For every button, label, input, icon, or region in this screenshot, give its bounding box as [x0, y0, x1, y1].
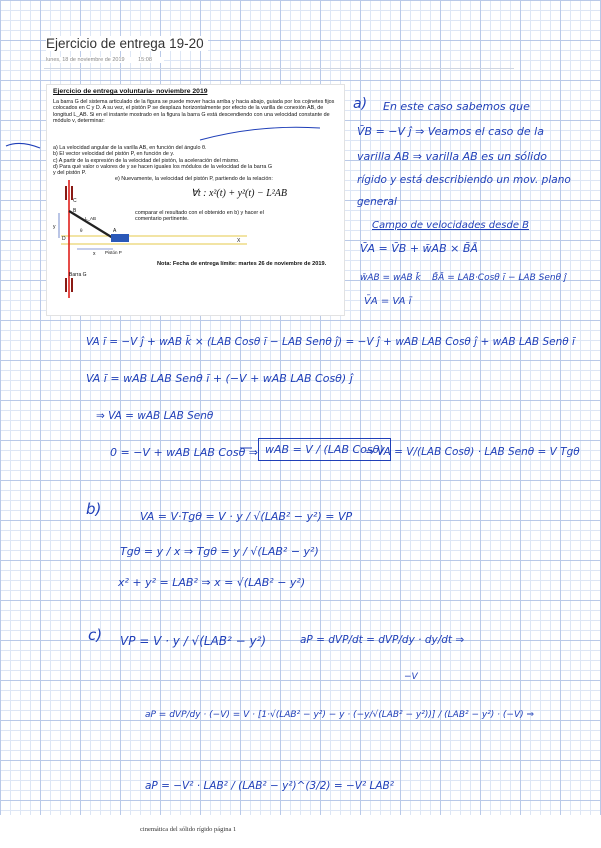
exercise-item: d) Para qué valor o valores de y se hacen iguales los módulos de la velocidad de la barra G: [53, 163, 273, 170]
note-b3: x² + y² = LAB² ⇒ x = √(LAB² − y²): [118, 576, 306, 589]
exercise-compare: comparar el resultado con el obtenido en b) y hacer el comentario pertinente.: [135, 210, 264, 223]
label-barra: Barra G: [69, 272, 87, 278]
note-ba: B̄Ā = LAB·Cosθ ī − LAB Senθ ĵ: [432, 273, 567, 283]
label-d: D: [62, 236, 66, 242]
boxed-result: wAB = V / (LAB Cosθ): [258, 438, 391, 461]
label-piston: Pistón P: [105, 250, 122, 255]
exercise-item: c) A partir de la expresión de la velocidad del pistón, la aceleración del mismo.: [53, 157, 240, 164]
label-part-a: a): [353, 96, 368, 112]
label-x: X: [237, 238, 241, 244]
note-b2: Tgθ = y / x ⇒ Tgθ = y / √(LAB² − y²): [120, 545, 319, 558]
note-eq0: 0 = −V + wAB LAB Cosθ ⇒: [110, 446, 259, 459]
exercise-intro: La barra G del sistema articulado de la figura se puede mover hacia arriba y hacia abajo, guiada por los cojinetes fijos colocados en C y D. A su vez, el pistón P se desplaza horizontalmente por efecto de la varilla de conexión AB, de longitud L_AB. Si en el instante mostrado en la figura la barra G está descendiendo con una velocidad constante de módulo v, determinar:: [53, 99, 335, 125]
exercise-note: Nota: Fecha de entrega límite: martes 26 de noviembre de 2019.: [157, 261, 327, 267]
note-line: En este caso sabemos que: [383, 100, 530, 113]
note-va: ⇒ VA = wAB LAB Senθ: [96, 410, 214, 422]
note-wab: w̄AB = wAB k̄: [360, 273, 421, 283]
ink-stroke: [200, 127, 320, 140]
note-line: general: [357, 196, 397, 208]
label-part-c: c): [88, 626, 103, 644]
exercise-item: b) El vector velocidad del pistón P, en función de y.: [53, 151, 175, 158]
label-x-small: x: [93, 251, 96, 257]
note-campo: Campo de velocidades desde B: [372, 220, 530, 231]
label-y: y: [53, 224, 56, 230]
footer-text: cinemática del sólido rígido página 1: [140, 826, 237, 833]
label-lab: L_AB: [85, 216, 97, 221]
exercise-item: y del pistón P.: [53, 170, 87, 177]
note-line: varilla AB ⇒ varilla AB es un sólido: [357, 150, 547, 163]
label-theta: θ: [80, 228, 83, 233]
note-c1: VP = V · y / √(LAB² − y²): [120, 634, 267, 648]
note-line: V̄B = −V ĵ ⇒ Veamos el caso de la: [357, 125, 544, 138]
exercise-item: e) Nuevamente, la velocidad del pistón P, partiendo de la relación:: [115, 176, 273, 183]
page-title: Ejercicio de entrega 19-20: [46, 36, 208, 51]
date-text: lunes, 18 de noviembre de 2019: [46, 57, 125, 63]
note-big1: VA ī = −V ĵ + wAB k̄ × (LAB Cosθ ī − LAB Senθ ĵ) = −V ĵ + wAB LAB Cosθ ĵ + wAB LAB Senθ ī: [86, 336, 575, 348]
note-va-result: ⇒ VA = V/(LAB Cosθ) · LAB Senθ = V Tgθ: [365, 446, 580, 458]
label-part-b: b): [86, 500, 102, 518]
note-b1: VA = V·Tgθ = V · y / √(LAB² − y²) = VP: [140, 510, 353, 523]
note-c2b: −V: [404, 672, 418, 682]
note-c2: aP = dVP/dt = dVP/dy · dy/dt ⇒: [300, 634, 465, 646]
note-vai: V̄A = VA ī: [364, 296, 412, 307]
exercise-title: Ejercicio de entrega voluntaria- noviembre 2019: [53, 88, 208, 95]
footer-band: [0, 815, 601, 848]
label-c: C: [73, 198, 77, 204]
note-c4: aP = −V² · LAB² / (LAB² − y²)^(3/2) = −V² LAB²: [145, 780, 394, 792]
exercise-item: a) La velocidad angular de la varilla AB, en función del ángulo θ.: [53, 145, 207, 151]
note-va-eq: V̄A = V̄B + w̄AB × B̄Ā: [360, 242, 478, 255]
note-c3: aP = dVP/dy · (−V) = V · [1·√(LAB² − y²) − y · (−y/√(LAB² − y²))] / (LAB² − y²) · (−V) ⇒: [145, 710, 535, 720]
ink-stroke: [6, 143, 40, 148]
time-text: 15:08: [138, 57, 152, 63]
label-a: A: [113, 228, 117, 234]
note-big2: VA ī = wAB LAB Senθ ī + (−V + wAB LAB Cosθ) ĵ: [86, 372, 353, 385]
exercise-formula: ∀t : x²(t) + y²(t) − L²AB: [191, 188, 287, 199]
label-b: B: [73, 208, 77, 214]
note-line: rígido y está describiendo un mov. plano: [357, 174, 571, 186]
